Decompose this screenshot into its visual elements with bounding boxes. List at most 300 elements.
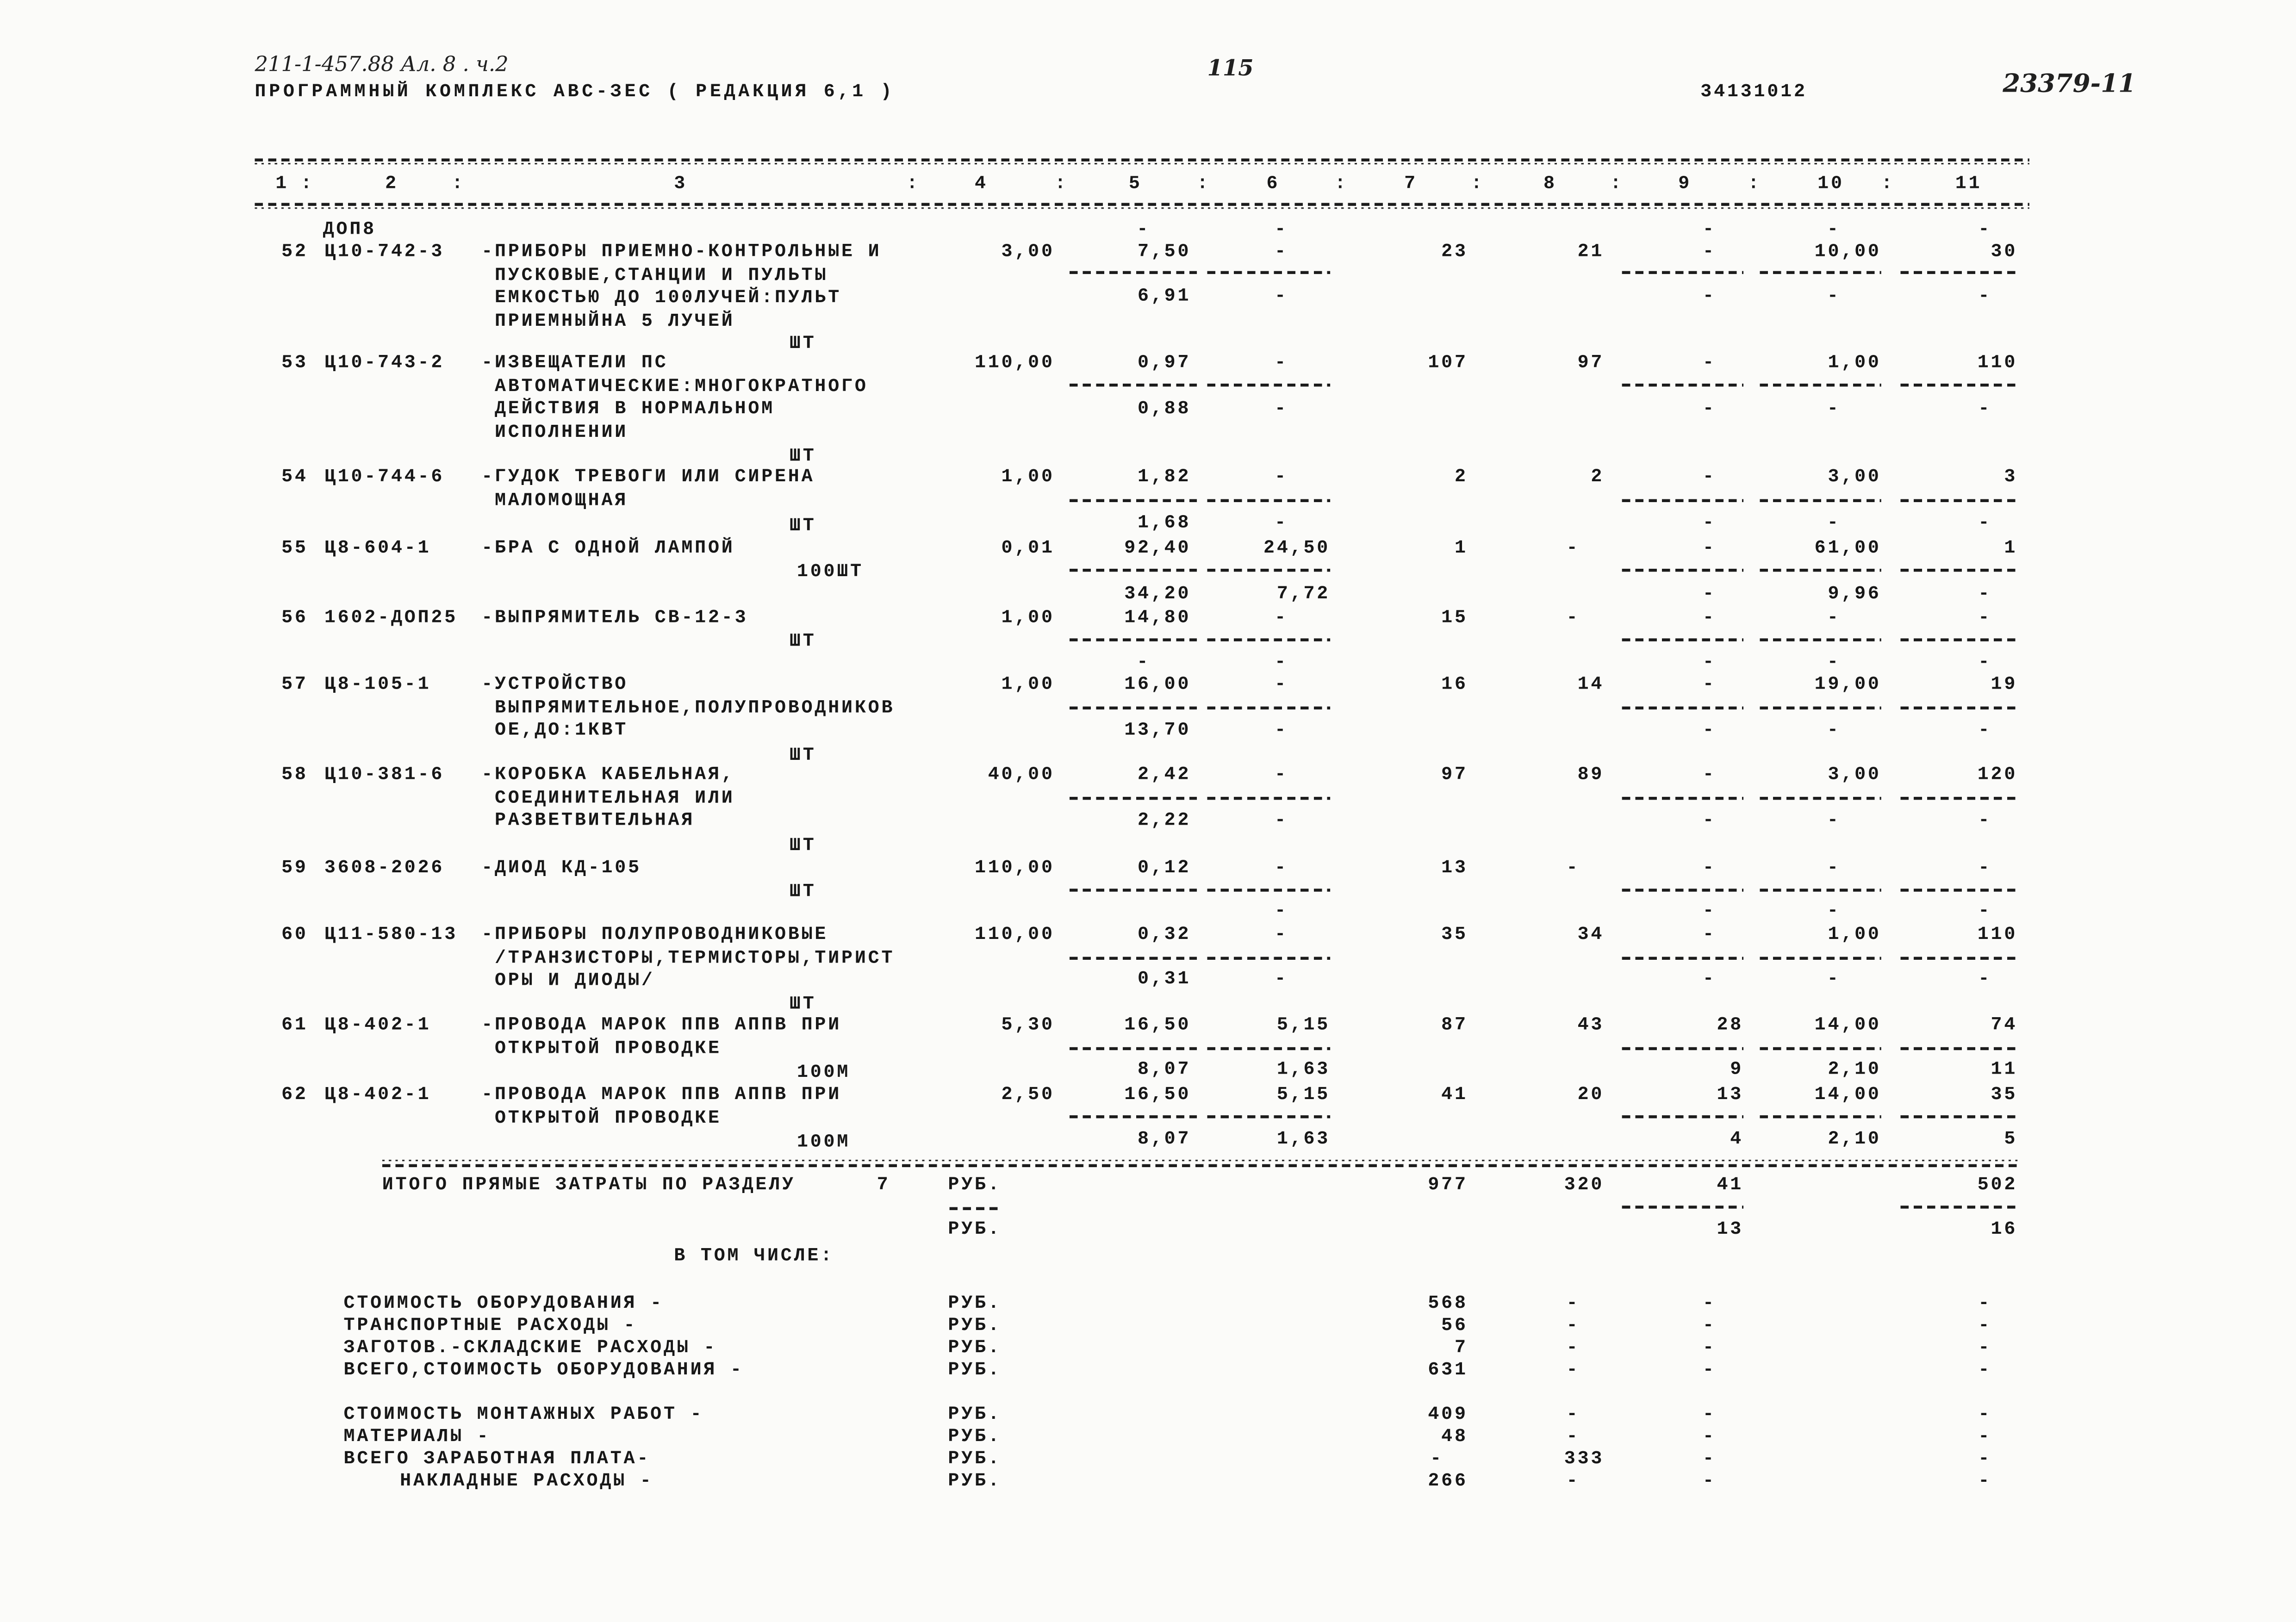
item-description-line: РАЗВЕТВИТЕЛЬНАЯ xyxy=(495,810,695,831)
item-quantity: 110,00 xyxy=(974,352,1055,373)
value-col-9: - xyxy=(1703,352,1716,373)
column-number: 2 xyxy=(385,173,399,194)
item-code: Ц8-604-1 xyxy=(324,537,431,559)
breakdown-label: ТРАНСПОРТНЫЕ РАСХОДЫ - xyxy=(343,1315,637,1336)
value-col-8: 89 xyxy=(1577,764,1605,785)
value-col-10: 3,00 xyxy=(1828,466,1881,487)
totals-section-number: 7 xyxy=(877,1175,890,1195)
value-col-5-lower: 8,07 xyxy=(1138,1128,1191,1150)
item-description-line: -ДИОД КД-105 xyxy=(481,858,641,878)
breakdown-col-7: 7 xyxy=(1454,1337,1468,1358)
value-col-11-lower: - xyxy=(1978,900,1992,921)
item-unit: ШТ xyxy=(789,631,816,652)
value-col-11: 74 xyxy=(1991,1014,2018,1036)
value-col-10: 61,00 xyxy=(1814,537,1881,559)
breakdown-col-11: - xyxy=(1978,1360,1992,1380)
value-col-11-lower: 11 xyxy=(1991,1059,2018,1080)
dashed-rule xyxy=(1207,797,1330,799)
value-col-11: 1 xyxy=(2004,537,2018,559)
breakdown-col-7: 266 xyxy=(1428,1471,1468,1492)
column-number: 8 xyxy=(1543,173,1557,194)
value-col-7: 97 xyxy=(1441,764,1468,785)
breakdown-currency: РУБ. xyxy=(948,1404,1002,1425)
value-col-11-lower: 5 xyxy=(2004,1128,2018,1150)
breakdown-col-11: - xyxy=(1978,1315,1992,1336)
value-col-11-lower: - xyxy=(1978,810,1992,831)
value-col-10: - xyxy=(1827,607,1841,628)
value-col-11-lower: - xyxy=(1978,652,1992,673)
breakdown-col-8: - xyxy=(1566,1315,1580,1336)
breakdown-currency: РУБ. xyxy=(948,1426,1002,1447)
breakdown-currency: РУБ. xyxy=(948,1448,1002,1469)
value-col-5-lower: 13,70 xyxy=(1124,720,1191,741)
dotted-rule xyxy=(382,1160,2017,1162)
item-unit: 100ШТ xyxy=(796,561,864,582)
item-code: Ц8-402-1 xyxy=(324,1014,431,1036)
value-col-6-lower: - xyxy=(1275,286,1288,307)
value-col-11: 120 xyxy=(1977,764,2018,785)
total-col-11: 502 xyxy=(1977,1175,2018,1195)
item-code: Ц10-381-6 xyxy=(324,764,445,785)
item-description-line: -БРА С ОДНОЙ ЛАМПОЙ xyxy=(481,537,735,559)
dashed-rule xyxy=(1070,1115,1197,1118)
dashed-rule xyxy=(1760,1115,1881,1118)
item-quantity: 5,30 xyxy=(1001,1014,1055,1036)
value-col-9: - xyxy=(1703,537,1716,559)
breakdown-col-9: - xyxy=(1703,1360,1716,1380)
item-quantity: 1,00 xyxy=(1001,674,1055,695)
row-number: 52 xyxy=(281,241,308,262)
value-col-11: - xyxy=(1978,607,1992,628)
dashed-rule xyxy=(1760,569,1881,571)
value-col-7: 1 xyxy=(1454,537,1468,559)
value-col-5-lower: 6,91 xyxy=(1138,286,1191,307)
item-description-line: -ПРОВОДА МАРОК ППВ АППВ ПРИ xyxy=(481,1014,842,1036)
column-number: 9 xyxy=(1678,173,1692,194)
column-number: 4 xyxy=(974,173,988,194)
dashed-rule xyxy=(1760,957,1881,959)
value-col-9-lower: - xyxy=(1703,900,1716,921)
carryover-mark: - xyxy=(1703,219,1716,240)
item-description-line: СОЕДИНИТЕЛЬНАЯ ИЛИ xyxy=(495,787,735,808)
item-unit: ШТ xyxy=(789,745,816,766)
carryover-mark: - xyxy=(1827,219,1841,240)
item-description-line: ЕМКОСТЬЮ ДО 100ЛУЧЕЙ:ПУЛЬТ xyxy=(495,287,842,308)
breakdown-col-11: - xyxy=(1978,1448,1992,1469)
breakdown-col-8: - xyxy=(1566,1426,1580,1447)
breakdown-col-7: 568 xyxy=(1428,1293,1468,1314)
row-number: 60 xyxy=(281,924,308,945)
item-description-line: МАЛОМОЩНАЯ xyxy=(495,489,628,510)
breakdown-col-8: - xyxy=(1566,1471,1580,1492)
dashed-rule xyxy=(1622,889,1743,891)
value-col-11-lower: - xyxy=(1978,584,1992,604)
row-number: 58 xyxy=(281,764,308,785)
dashed-rule xyxy=(1622,957,1743,959)
item-quantity: 2,50 xyxy=(1001,1084,1055,1105)
value-col-10: 1,00 xyxy=(1828,352,1881,373)
dashed-rule xyxy=(1622,638,1743,640)
value-col-6-lower: - xyxy=(1275,900,1288,921)
item-description-line: -ИЗВЕЩАТЕЛИ ПС xyxy=(481,352,668,373)
dashed-rule xyxy=(1760,707,1881,709)
value-col-6-lower: - xyxy=(1275,652,1288,673)
breakdown-col-7: 56 xyxy=(1441,1315,1468,1336)
dashed-rule xyxy=(1070,271,1197,273)
dashed-rule xyxy=(1070,1047,1197,1050)
value-col-8: - xyxy=(1566,537,1580,559)
value-col-11: 110 xyxy=(1977,352,2018,373)
value-col-10-lower: - xyxy=(1827,900,1841,921)
row-number: 56 xyxy=(281,607,308,628)
item-description-line: ПУСКОВЫЕ,СТАНЦИИ И ПУЛЬТЫ xyxy=(495,264,828,286)
item-code: Ц10-742-3 xyxy=(324,241,445,262)
item-description-line: -ПРИБОРЫ ПОЛУПРОВОДНИКОВЫЕ xyxy=(481,924,828,945)
dashed-rule xyxy=(1622,1047,1743,1050)
item-quantity: 1,00 xyxy=(1001,607,1055,628)
value-col-5: 14,80 xyxy=(1124,607,1191,628)
value-col-11: 30 xyxy=(1991,241,2018,262)
item-unit: ШТ xyxy=(789,881,816,902)
dashed-rule xyxy=(1760,797,1881,799)
breakdown-label: МАТЕРИАЛЫ - xyxy=(343,1426,491,1447)
value-col-6: - xyxy=(1275,674,1288,695)
item-description-line: -ПРИБОРЫ ПРИЕМНО-КОНТРОЛЬНЫЕ И xyxy=(481,241,882,262)
item-description-line: ОЕ,ДО:1КВТ xyxy=(495,720,628,741)
value-col-7: 13 xyxy=(1441,858,1468,878)
carryover-mark: - xyxy=(1275,219,1288,240)
value-col-9: - xyxy=(1703,858,1716,878)
column-separator: : xyxy=(1334,173,1348,194)
value-col-6-lower: 7,72 xyxy=(1276,584,1331,604)
value-col-10-lower: 2,10 xyxy=(1828,1128,1881,1150)
item-quantity: 3,00 xyxy=(1001,241,1055,262)
dashed-rule xyxy=(255,158,2029,161)
breakdown-col-7: 409 xyxy=(1428,1404,1468,1425)
item-quantity: 1,00 xyxy=(1001,466,1055,487)
dashed-rule xyxy=(1622,384,1743,386)
value-col-9-lower: - xyxy=(1703,969,1716,990)
item-unit: ШТ xyxy=(789,446,816,467)
breakdown-currency: РУБ. xyxy=(948,1337,1002,1358)
breakdown-col-11: - xyxy=(1978,1337,1992,1358)
document-reference: 211-1-457.88 Ал. 8 . ч.2 xyxy=(255,53,509,77)
dashed-rule xyxy=(1070,384,1197,386)
column-separator: : xyxy=(1610,173,1624,194)
dashed-rule xyxy=(1622,1206,1743,1208)
breakdown-label: ВСЕГО,СТОИМОСТЬ ОБОРУДОВАНИЯ - xyxy=(343,1360,744,1380)
dashed-rule xyxy=(1207,384,1330,386)
value-col-9: - xyxy=(1703,466,1716,487)
item-code: Ц10-743-2 xyxy=(324,352,445,373)
value-col-5-lower: - xyxy=(1137,652,1151,673)
dashed-rule xyxy=(1622,271,1743,273)
dashed-rule xyxy=(382,1164,2017,1167)
dashed-rule xyxy=(1070,957,1197,959)
row-number: 55 xyxy=(281,537,308,559)
value-col-9: 13 xyxy=(1717,1084,1744,1105)
breakdown-col-9: - xyxy=(1703,1404,1716,1425)
item-code: Ц10-744-6 xyxy=(324,466,445,487)
column-number: 1 xyxy=(275,173,289,194)
dashed-rule xyxy=(1900,1115,2019,1118)
value-col-5-lower: 8,07 xyxy=(1138,1059,1191,1080)
dashed-rule xyxy=(1900,384,2019,386)
value-col-5: 2,42 xyxy=(1138,764,1191,785)
dashed-rule xyxy=(1070,707,1197,709)
dashed-rule xyxy=(1760,1047,1881,1050)
item-description-line: ВЫПРЯМИТЕЛЬНОЕ,ПОЛУПРОВОДНИКОВ xyxy=(495,696,895,718)
value-col-5-lower: 2,22 xyxy=(1138,810,1191,831)
item-unit: ШТ xyxy=(789,515,816,536)
breakdown-col-11: - xyxy=(1978,1293,1992,1314)
item-code: Ц11-580-13 xyxy=(324,924,458,945)
dotted-rule xyxy=(255,207,2029,209)
value-col-8: 34 xyxy=(1577,924,1605,945)
breakdown-col-8: - xyxy=(1566,1337,1580,1358)
value-col-7: 2 xyxy=(1454,466,1468,487)
total-col-9-lower: 13 xyxy=(1717,1219,1744,1240)
breakdown-col-9: - xyxy=(1703,1293,1716,1314)
value-col-8: 43 xyxy=(1577,1014,1605,1036)
value-col-7: 23 xyxy=(1441,241,1468,262)
value-col-9-lower: - xyxy=(1703,810,1716,831)
subtotal-heading: В ТОМ ЧИСЛЕ: xyxy=(674,1245,834,1267)
value-col-11-lower: - xyxy=(1978,286,1992,307)
value-col-10: 3,00 xyxy=(1828,764,1881,785)
breakdown-col-9: - xyxy=(1703,1426,1716,1447)
dashed-rule xyxy=(255,203,2029,205)
value-col-11: 110 xyxy=(1977,924,2018,945)
value-col-6-lower: - xyxy=(1275,720,1288,741)
value-col-8: 21 xyxy=(1577,241,1605,262)
breakdown-col-11: - xyxy=(1978,1471,1992,1492)
value-col-10: 1,00 xyxy=(1828,924,1881,945)
dotted-rule xyxy=(255,163,2029,165)
dashed-rule xyxy=(950,1207,1002,1209)
value-col-10: - xyxy=(1827,858,1841,878)
item-description-line: ОТКРЫТОЙ ПРОВОДКЕ xyxy=(495,1107,722,1128)
value-col-7: 87 xyxy=(1441,1014,1468,1036)
value-col-6: 5,15 xyxy=(1276,1014,1331,1036)
value-col-10-lower: - xyxy=(1827,969,1841,990)
value-col-6-lower: - xyxy=(1275,398,1288,419)
value-col-5: 92,40 xyxy=(1124,537,1191,559)
dashed-rule xyxy=(1622,499,1743,502)
item-unit: ШТ xyxy=(789,835,816,856)
carryover-mark: - xyxy=(1137,219,1151,240)
value-col-7: 15 xyxy=(1441,607,1468,628)
value-col-10-lower: - xyxy=(1827,512,1841,534)
breakdown-col-9: - xyxy=(1703,1337,1716,1358)
dashed-rule xyxy=(1622,569,1743,571)
column-separator: : xyxy=(452,173,466,194)
item-quantity: 110,00 xyxy=(974,924,1055,945)
value-col-6-lower: - xyxy=(1275,810,1288,831)
breakdown-col-7: 631 xyxy=(1428,1360,1468,1380)
item-unit: ШТ xyxy=(789,333,816,354)
value-col-6: - xyxy=(1275,924,1288,945)
item-description-line: -ВЫПРЯМИТЕЛЬ СВ-12-3 xyxy=(481,607,748,628)
dashed-rule xyxy=(1900,638,2019,640)
item-description-line: ДЕЙСТВИЯ В НОРМАЛЬНОМ xyxy=(495,398,775,419)
dashed-rule xyxy=(1070,797,1197,799)
column-separator: : xyxy=(1471,173,1485,194)
value-col-5: 7,50 xyxy=(1138,241,1191,262)
value-col-10: 14,00 xyxy=(1814,1014,1881,1036)
value-col-8: 20 xyxy=(1577,1084,1605,1105)
dashed-rule xyxy=(1760,638,1881,640)
item-quantity: 110,00 xyxy=(974,858,1055,878)
value-col-9: - xyxy=(1703,764,1716,785)
value-col-5: 16,00 xyxy=(1124,674,1191,695)
value-col-5: 1,82 xyxy=(1138,466,1191,487)
value-col-9: - xyxy=(1703,924,1716,945)
value-col-9-lower: - xyxy=(1703,286,1716,307)
value-col-10-lower: - xyxy=(1827,810,1841,831)
item-description-line: /ТРАНЗИСТОРЫ,ТЕРМИСТОРЫ,ТИРИСТ xyxy=(495,947,895,968)
column-number: 11 xyxy=(1955,173,1982,194)
column-number: 5 xyxy=(1128,173,1142,194)
value-col-7: 16 xyxy=(1441,674,1468,695)
dashed-rule xyxy=(1070,638,1197,640)
column-separator: : xyxy=(1197,173,1210,194)
row-number: 57 xyxy=(281,674,308,695)
value-col-11: 35 xyxy=(1991,1084,2018,1105)
breakdown-label: ЗАГОТОВ.-СКЛАДСКИЕ РАСХОДЫ - xyxy=(343,1337,717,1358)
dashed-rule xyxy=(1207,569,1330,571)
value-col-6: - xyxy=(1275,607,1288,628)
breakdown-col-8: - xyxy=(1566,1404,1580,1425)
dashed-rule xyxy=(1900,797,2019,799)
breakdown-col-8: 333 xyxy=(1564,1448,1605,1469)
value-col-6-lower: - xyxy=(1275,512,1288,534)
row-number: 54 xyxy=(281,466,308,487)
dashed-rule xyxy=(1207,1047,1330,1050)
value-col-10: 10,00 xyxy=(1814,241,1881,262)
value-col-9-lower: 4 xyxy=(1730,1128,1744,1150)
column-number: 7 xyxy=(1404,173,1418,194)
breakdown-label: СТОИМОСТЬ ОБОРУДОВАНИЯ - xyxy=(343,1293,664,1314)
value-col-11: 3 xyxy=(2004,466,2018,487)
row-number: 61 xyxy=(281,1014,308,1036)
breakdown-col-7: - xyxy=(1430,1448,1444,1469)
value-col-6-lower: - xyxy=(1275,969,1288,990)
dashed-rule xyxy=(1900,957,2019,959)
column-separator: : xyxy=(300,173,314,194)
dashed-rule xyxy=(1900,569,2019,571)
value-col-5: 16,50 xyxy=(1124,1084,1191,1105)
item-quantity: 0,01 xyxy=(1001,537,1055,559)
value-col-6: - xyxy=(1275,764,1288,785)
value-col-5-lower: 1,68 xyxy=(1138,512,1191,534)
value-col-8: - xyxy=(1566,858,1580,878)
dashed-rule xyxy=(1207,957,1330,959)
value-col-10: 19,00 xyxy=(1814,674,1881,695)
archive-stamp: 23379-11 xyxy=(2003,69,2136,99)
value-col-6: - xyxy=(1275,466,1288,487)
value-col-8: 2 xyxy=(1591,466,1605,487)
dashed-rule xyxy=(1900,1047,2019,1050)
value-col-9-lower: - xyxy=(1703,398,1716,419)
totals-label: ИТОГО ПРЯМЫЕ ЗАТРАТЫ ПО РАЗДЕЛУ xyxy=(382,1175,796,1195)
value-col-6-lower: 1,63 xyxy=(1276,1059,1331,1080)
value-col-11-lower: - xyxy=(1978,398,1992,419)
dashed-rule xyxy=(1900,271,2019,273)
dashed-rule xyxy=(1760,384,1881,386)
item-description-line: ОРЫ И ДИОДЫ/ xyxy=(495,970,655,991)
item-unit: ШТ xyxy=(789,994,816,1015)
column-number: 6 xyxy=(1266,173,1280,194)
item-description-line: -УСТРОЙСТВО xyxy=(481,674,628,695)
value-col-9: - xyxy=(1703,607,1716,628)
item-description-line: -ПРОВОДА МАРОК ППВ АППВ ПРИ xyxy=(481,1084,842,1105)
value-col-8: 97 xyxy=(1577,352,1605,373)
value-col-7: 35 xyxy=(1441,924,1468,945)
section-prefix-label: ДОП8 xyxy=(323,219,377,240)
value-col-11-lower: - xyxy=(1978,720,1992,741)
value-col-7: 107 xyxy=(1428,352,1468,373)
column-separator: : xyxy=(1881,173,1895,194)
value-col-10-lower: - xyxy=(1827,720,1841,741)
value-col-10-lower: - xyxy=(1827,398,1841,419)
value-col-5-lower: 34,20 xyxy=(1124,584,1191,604)
totals-currency-lower: РУБ. xyxy=(948,1219,1002,1240)
breakdown-currency: РУБ. xyxy=(948,1315,1002,1336)
dashed-rule xyxy=(1207,499,1330,502)
dashed-rule xyxy=(1760,499,1881,502)
column-number: 10 xyxy=(1817,173,1844,194)
dashed-rule xyxy=(1760,889,1881,891)
breakdown-col-11: - xyxy=(1978,1426,1992,1447)
dashed-rule xyxy=(1900,707,2019,709)
value-col-10-lower: - xyxy=(1827,286,1841,307)
totals-currency: РУБ. xyxy=(948,1175,1002,1195)
value-col-9: - xyxy=(1703,674,1716,695)
value-col-9-lower: 9 xyxy=(1730,1059,1744,1080)
row-number: 62 xyxy=(281,1084,308,1105)
value-col-9: 28 xyxy=(1717,1014,1744,1036)
item-description-line: АВТОМАТИЧЕСКИЕ:МНОГОКРАТНОГО xyxy=(495,375,868,397)
dashed-rule xyxy=(1070,569,1197,571)
breakdown-col-9: - xyxy=(1703,1448,1716,1469)
item-code: Ц8-105-1 xyxy=(324,674,431,695)
breakdown-col-9: - xyxy=(1703,1471,1716,1492)
dashed-rule xyxy=(1760,271,1881,273)
value-col-6: 24,50 xyxy=(1263,537,1331,559)
dashed-rule xyxy=(1207,707,1330,709)
value-col-5-lower: 0,88 xyxy=(1138,398,1191,419)
dashed-rule xyxy=(1070,889,1197,891)
value-col-5: 16,50 xyxy=(1124,1014,1191,1036)
column-number: 3 xyxy=(674,173,688,194)
value-col-7: 41 xyxy=(1441,1084,1468,1105)
dashed-rule xyxy=(1070,499,1197,502)
dashed-rule xyxy=(1207,638,1330,640)
breakdown-col-7: 48 xyxy=(1441,1426,1468,1447)
value-col-11-lower: - xyxy=(1978,969,1992,990)
value-col-5: 0,97 xyxy=(1138,352,1191,373)
total-col-7: 977 xyxy=(1428,1175,1468,1195)
value-col-9-lower: - xyxy=(1703,584,1716,604)
breakdown-currency: РУБ. xyxy=(948,1471,1002,1492)
dashed-rule xyxy=(1207,1115,1330,1118)
dashed-rule xyxy=(1622,797,1743,799)
dashed-rule xyxy=(1207,889,1330,891)
row-number: 53 xyxy=(281,352,308,373)
column-separator: : xyxy=(1054,173,1068,194)
item-unit: 100М xyxy=(796,1062,851,1083)
